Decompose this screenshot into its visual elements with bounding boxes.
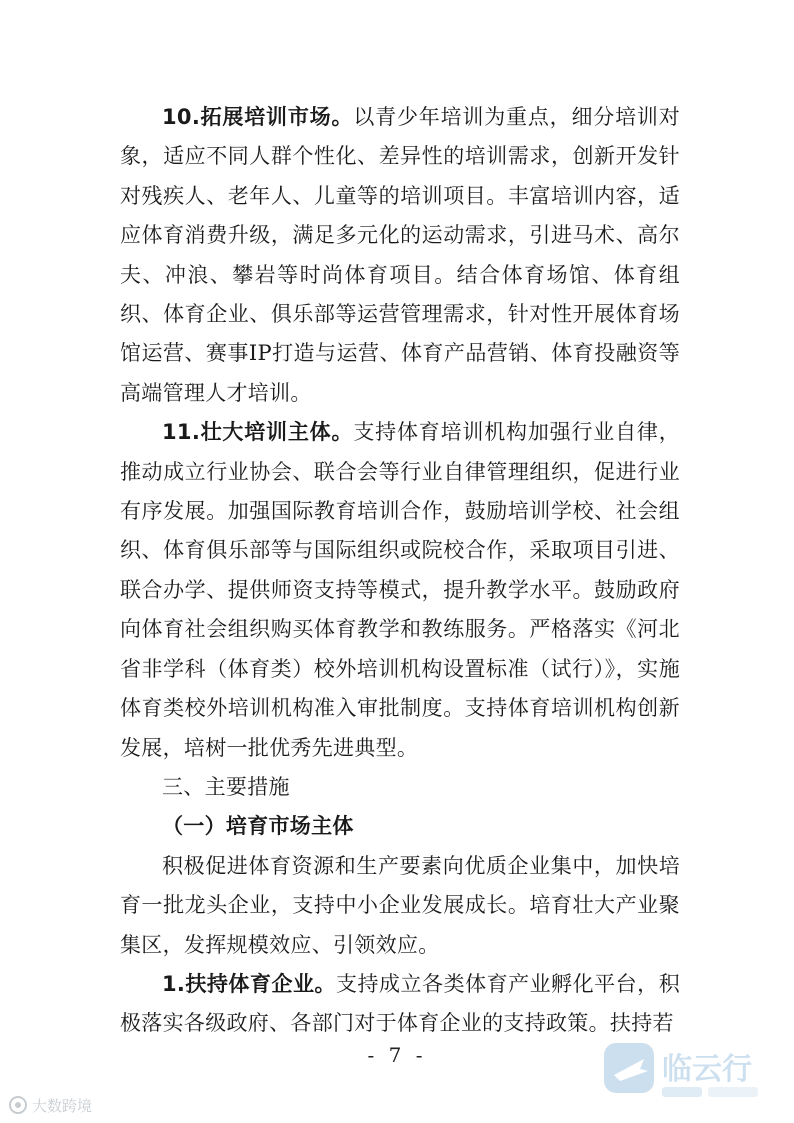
- brand-logo-icon: [8, 1094, 118, 1116]
- section-heading: 三、主要措施: [162, 774, 290, 799]
- svg-text:大数跨境: 大数跨境: [32, 1097, 93, 1115]
- paragraph-11-text: 支持体育培训机构加强行业自律，推动成立行业协会、联合会等行业自律管理组织，促进行业有序发展。加强国际教育培训合作，鼓励培训学校、社会组织、体育俱乐部等与国际组织或院校合作，采取项目引进、联合办学、提供师资支持等模式，提升教学水平。鼓励政府向体育社会组织购买体育教学和教练服务。严格落实《河北省非学科（体育类）校外培训机构设置标准（试行）》，实施体育类校外培训机构准入审批制度。支持体育培训机构创新发展，培树一批优秀先进典型。: [120, 420, 680, 760]
- page-number: - 7 -: [367, 1043, 427, 1067]
- watermark-logo-left: [8, 1093, 118, 1117]
- paragraph-11-lead: 11.壮大培训主体。: [162, 420, 354, 445]
- intro-paragraph: 积极促进体育资源和生产要素向优质企业集中，加快培育一批龙头企业，支持中小企业发展成长。培育壮大产业聚集区，发挥规模效应、引领效应。: [120, 853, 680, 957]
- watermark-logo-right: [600, 1035, 770, 1105]
- paragraph-10: [120, 98, 680, 413]
- paragraph-10-lead: 10.拓展培训市场。: [162, 105, 354, 129]
- paragraph-11: [120, 413, 680, 768]
- item-1-paragraph: [120, 965, 680, 1044]
- svg-text:临云行: 临云行: [662, 1052, 752, 1087]
- subsection-heading: （一）培育市场主体: [162, 814, 354, 839]
- plane-logo-icon: [600, 1035, 770, 1105]
- paragraph-10-text: 以青少年培训为重点，细分培训对象，适应不同人群个性化、差异性的培训需求，创新开发针对残疾人、老年人、儿童等的培训项目。丰富培训内容，适应体育消费升级，满足多元化的运动需求，引进马术、高尔夫、冲浪、攀岩等时尚体育项目。结合体育场馆、体育组织、体育企业、俱乐部等运营管理需求，针对性开展体育场馆运营、赛事IP打造与运营、体育产品营销、体育投融资等高端管理人才培训。: [120, 105, 680, 405]
- document-body: [120, 98, 680, 1044]
- item-1-lead: 1.扶持体育企业。: [162, 971, 336, 996]
- item-1-text: 支持成立各类体育产业孵化平台，积极落实各级政府、各部门对于体育企业的支持政策。扶持若: [120, 971, 680, 1036]
